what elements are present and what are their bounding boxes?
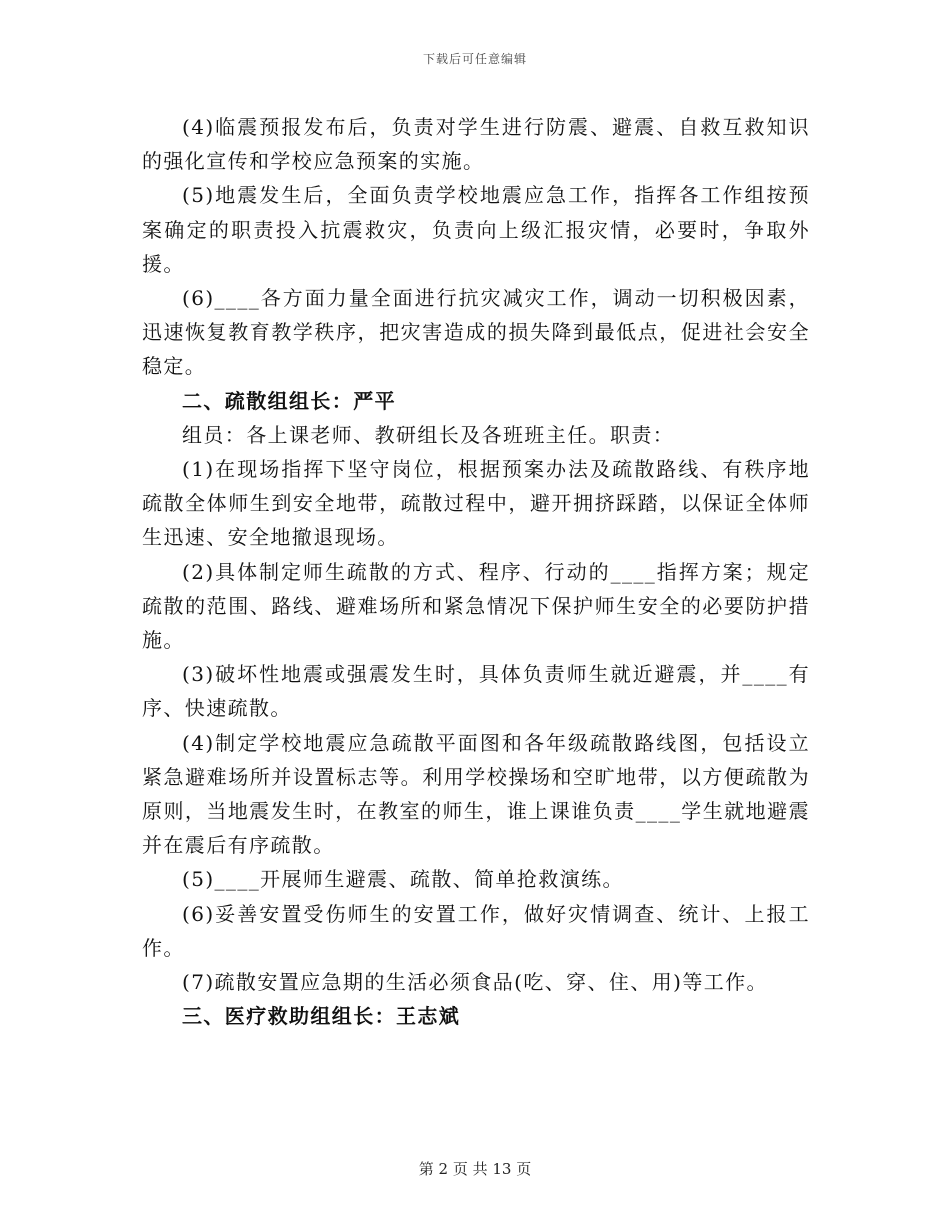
document-body	[142, 110, 810, 1033]
paragraph-evac-duty-4: (4)制定学校地震应急疏散平面图和各年级疏散路线图，包括设立紧急避难场所并设置标志等。利用学校操场和空旷地带，以方便疏散为原则，当地震发生时，在教室的师生，谁上课谁负责____学生就地避震并在震后有序疏散。	[142, 730, 810, 858]
paragraph-evac-duty-2: (2)具体制定师生疏散的方式、程序、行动的____指挥方案；规定疏散的范围、路线、避难场所和紧急情况下保护师生安全的必要防护措施。	[142, 559, 810, 653]
page-footer: 第 2 页 共 13 页	[418, 1160, 532, 1178]
paragraph-evac-duty-1: (1)在现场指挥下坚守岗位，根据预案办法及疏散路线、有秩序地疏散全体师生到安全地带，疏散过程中，避开拥挤踩踏，以保证全体师生迅速、安全地撤退现场。	[142, 457, 810, 550]
paragraph-evac-duty-3: (3)破坏性地震或强震发生时，具体负责师生就近避震，并____有序、快速疏散。	[142, 662, 810, 721]
paragraph-evac-duty-5: (5)____开展师生避震、疏散、简单抢救演练。	[182, 867, 624, 892]
page-header: 下载后可任意编辑	[422, 52, 527, 66]
section-heading-medical-group: 三、医疗救助组组长：王志斌	[182, 1004, 461, 1029]
paragraph-members: 组员：各上课老师、教研组长及各班班主任。职责：	[182, 422, 675, 447]
paragraph-duty-4: (4)临震预报发布后，负责对学生进行防震、避震、自救互救知识的强化宣传和学校应急预案的实施。	[142, 115, 810, 174]
paragraph-evac-duty-6: (6)妥善安置受伤师生的安置工作，做好灾情调查、统计、上报工作。	[142, 901, 810, 960]
paragraph-duty-6: (6)____各方面力量全面进行抗灾减灾工作，调动一切积极因素，迅速恢复教育教学秩序，把灾害造成的损失降到最低点，促进社会安全稳定。	[142, 286, 810, 379]
section-heading-evacuation-group: 二、疏散组组长：严平	[182, 388, 396, 413]
paragraph-evac-duty-7: (7)疏散安置应急期的生活必须食品(吃、穿、住、用)等工作。	[182, 970, 768, 995]
paragraph-duty-5: (5)地震发生后，全面负责学校地震应急工作，指挥各工作组按预案确定的职责投入抗震救灾，负责向上级汇报灾情，必要时，争取外援。	[142, 183, 810, 276]
